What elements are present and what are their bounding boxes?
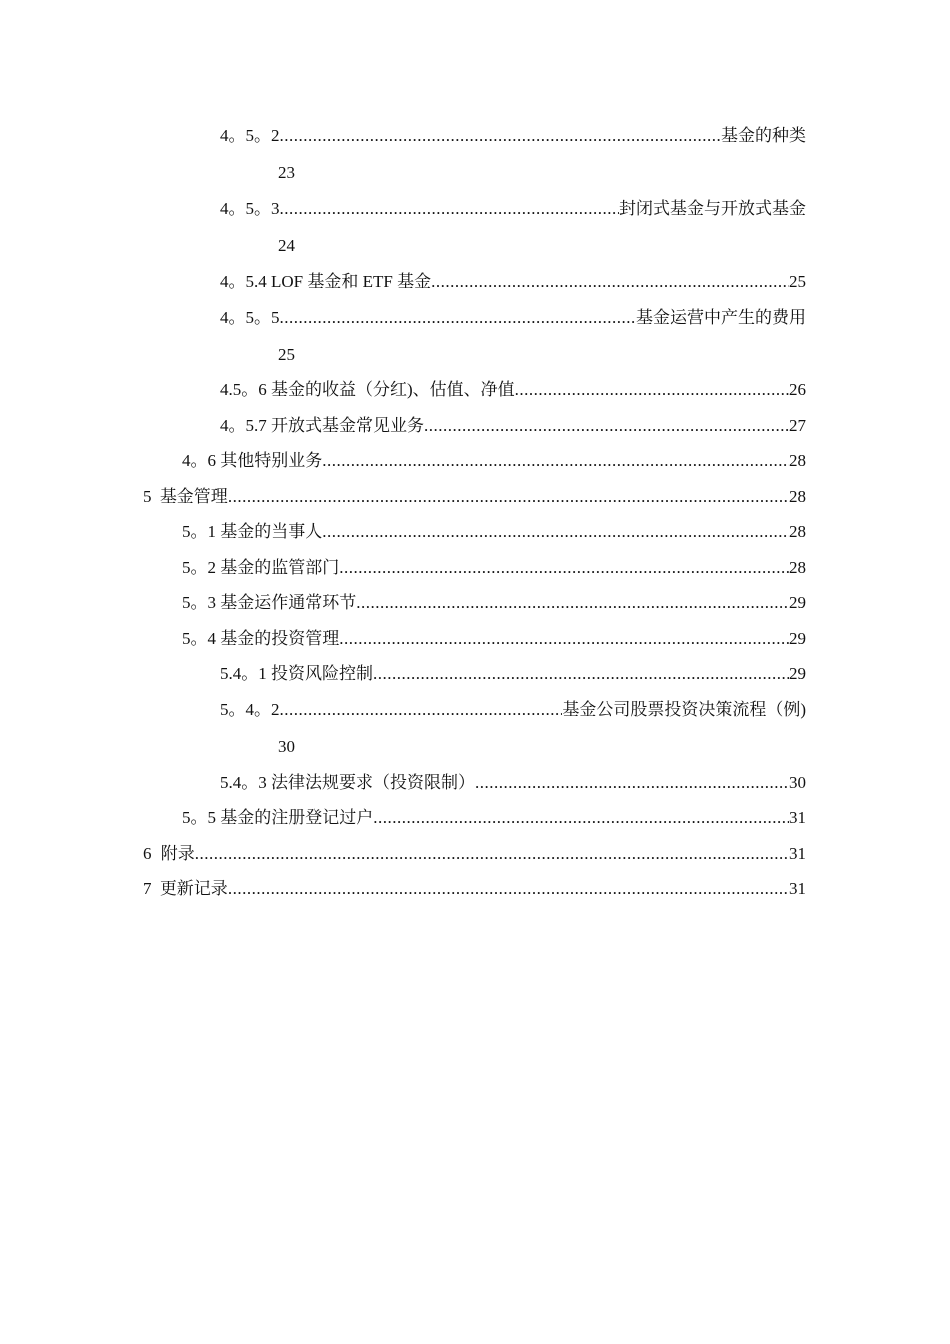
toc-entry[interactable] bbox=[220, 771, 806, 795]
toc-chapter-number: 5 bbox=[143, 487, 152, 506]
toc-page-number: 28 bbox=[789, 487, 806, 506]
toc-entry-title: 5.4。3 法律法规要求（投资限制） bbox=[220, 773, 475, 792]
toc-leader-dots bbox=[322, 520, 789, 544]
toc-leader-dots bbox=[431, 270, 789, 294]
toc-entry-title: 4。5.7 开放式基金常见业务 bbox=[220, 416, 424, 435]
toc-entry[interactable] bbox=[220, 662, 806, 686]
toc-entry-title-right: 封闭式基金与开放式基金 bbox=[619, 199, 806, 218]
toc-entry[interactable] bbox=[220, 306, 806, 330]
toc-page-number: 29 bbox=[789, 664, 806, 683]
toc-entry-title: 5。3 基金运作通常环节 bbox=[182, 593, 357, 612]
toc-entry[interactable] bbox=[143, 485, 806, 509]
toc-chapter-number: 6 bbox=[143, 844, 152, 863]
toc-leader-dots bbox=[228, 485, 789, 509]
toc-entry[interactable] bbox=[220, 124, 806, 148]
toc-entry-title-right: 基金公司股票投资决策流程（例) bbox=[562, 700, 806, 719]
toc-entry[interactable] bbox=[220, 197, 806, 221]
toc-entry-title: 5。4 基金的投资管理 bbox=[182, 629, 340, 648]
toc-entry[interactable] bbox=[182, 556, 806, 580]
toc-entry-title: 5。2 基金的监管部门 bbox=[182, 558, 340, 577]
toc-page-number: 24 bbox=[278, 236, 295, 255]
toc-entry[interactable] bbox=[182, 627, 806, 651]
toc-page-number: 31 bbox=[789, 879, 806, 898]
toc-leader-dots bbox=[515, 378, 789, 402]
toc-leader-dots bbox=[280, 197, 620, 221]
toc-entry-title: 基金管理 bbox=[159, 487, 228, 506]
toc-entry[interactable] bbox=[220, 270, 806, 294]
toc-page-number: 23 bbox=[278, 163, 295, 182]
toc-entry[interactable] bbox=[143, 877, 806, 901]
toc-entry-title: 5。1 基金的当事人 bbox=[182, 522, 323, 541]
toc-leader-dots bbox=[280, 698, 563, 722]
toc-entry-title: 附录 bbox=[160, 844, 195, 863]
toc-chapter-number: 7 bbox=[143, 879, 152, 898]
toc-leader-dots bbox=[356, 591, 789, 615]
toc-leader-dots bbox=[339, 627, 789, 651]
toc-entry-title: 4。6 其他特别业务 bbox=[182, 451, 323, 470]
toc-page-number: 28 bbox=[789, 451, 806, 470]
toc-page-number: 29 bbox=[789, 593, 806, 612]
toc-leader-dots bbox=[475, 771, 789, 795]
toc-entry[interactable] bbox=[182, 449, 806, 473]
toc-leader-dots bbox=[280, 124, 722, 148]
toc-entry-title: 4。5。5 bbox=[220, 308, 280, 327]
toc-leader-dots bbox=[373, 662, 789, 686]
toc-entry[interactable] bbox=[220, 698, 806, 722]
toc-entry-title: 4。5。3 bbox=[220, 199, 280, 218]
toc-entry[interactable] bbox=[182, 520, 806, 544]
toc-leader-dots bbox=[424, 414, 789, 438]
toc-leader-dots bbox=[373, 806, 789, 830]
toc-entry-title: 4。5.4 LOF 基金和 ETF 基金 bbox=[220, 272, 432, 291]
toc-leader-dots bbox=[195, 842, 789, 866]
toc-entry[interactable] bbox=[220, 378, 806, 402]
toc-entry-title: 4。5。2 bbox=[220, 126, 280, 145]
toc-entry-title-right: 基金运营中产生的费用 bbox=[636, 308, 806, 327]
toc-page-number: 31 bbox=[789, 844, 806, 863]
toc-entry-title-right: 基金的种类 bbox=[721, 126, 806, 145]
toc-entry[interactable] bbox=[220, 414, 806, 438]
toc-entry-title: 更新记录 bbox=[159, 879, 228, 898]
toc-leader-dots bbox=[280, 306, 637, 330]
toc-leader-dots bbox=[322, 449, 789, 473]
toc-page-number: 28 bbox=[789, 522, 806, 541]
toc-leader-dots bbox=[339, 556, 789, 580]
toc-entry[interactable] bbox=[182, 806, 806, 830]
toc-entry-title: 4.5。6 基金的收益（分红)、估值、净值 bbox=[220, 380, 515, 399]
toc-entry-title: 5.4。1 投资风险控制 bbox=[220, 664, 373, 683]
toc-entry-title: 5。4。2 bbox=[220, 700, 280, 719]
toc-page-number: 25 bbox=[789, 272, 806, 291]
toc-page-number: 30 bbox=[278, 737, 295, 756]
toc-entry[interactable] bbox=[143, 842, 806, 866]
toc-page-number: 28 bbox=[789, 558, 806, 577]
toc-entry-title: 5。5 基金的注册登记过户 bbox=[182, 808, 374, 827]
toc-page-number: 30 bbox=[789, 773, 806, 792]
toc-entry[interactable] bbox=[182, 591, 806, 615]
toc-page-number: 26 bbox=[789, 380, 806, 399]
toc-leader-dots bbox=[228, 877, 789, 901]
toc-page-number: 31 bbox=[789, 808, 806, 827]
toc-page-number: 25 bbox=[278, 345, 295, 364]
toc-page-number: 27 bbox=[789, 416, 806, 435]
toc-page-number: 29 bbox=[789, 629, 806, 648]
